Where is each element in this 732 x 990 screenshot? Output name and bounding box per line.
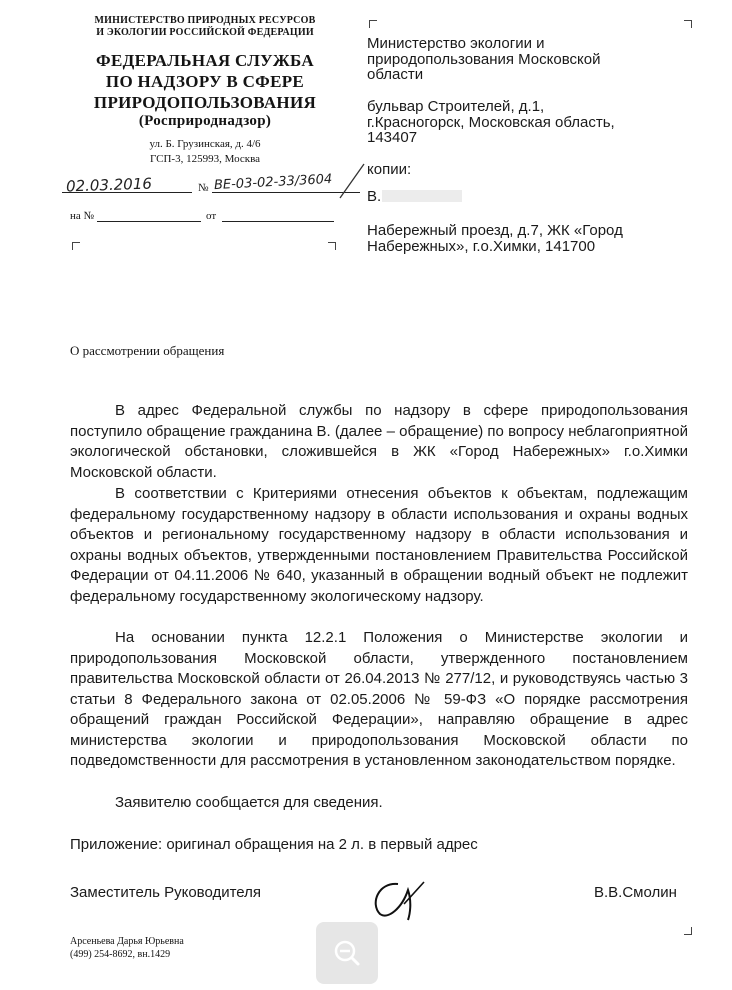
corner-mark-recipient-right — [684, 20, 692, 28]
corner-mark-top-left — [72, 242, 80, 250]
reply-number-label: на № — [70, 210, 95, 222]
copy-recipient-name: В. — [367, 188, 382, 205]
zoom-out-button[interactable] — [316, 922, 378, 984]
executor-phone: (499) 254-8692, вн.1429 — [70, 949, 171, 960]
sender-address-line-1: ул. Б. Грузинская, д. 4/6 — [149, 138, 261, 150]
agency-name-line-1: ФЕДЕРАЛЬНАЯ СЛУЖБА — [96, 51, 314, 70]
registration-stamp-stroke — [338, 160, 368, 200]
body-paragraph-2: В соответствии с Критериями отнесения объектов к объектам, подлежащим федеральному государственному надзору в области использования и охраны водных объектов и региональному государственному надзору в области использования и охраны водных объектов, утвержденными постановлением Правительства Российской Федерации от 04.11.2006 № 640, указанный в обращении водный объект не подлежит федеральному государственному экологическому надзору. — [70, 485, 688, 605]
recipient-address-line-2: г.Красногорск, Московская область, — [367, 114, 615, 131]
registration-number: ВЕ-03-02-33/3604 — [213, 171, 333, 194]
reply-number-line — [97, 221, 201, 222]
letter-subject: О рассмотрении обращения — [70, 343, 225, 358]
recipient-name-line-3: области — [367, 66, 424, 83]
recipient-address-line-1: бульвар Строителей, д.1, — [367, 98, 545, 115]
registration-number-label: № — [198, 182, 209, 194]
agency-short-name: (Росприроднадзор) — [138, 113, 272, 129]
attachment-note: Приложение: оригинал обращения на 2 л. в первый адрес — [70, 836, 478, 853]
redacted-name-block — [382, 190, 462, 202]
registration-date: 02.03.2016 — [65, 174, 153, 196]
agency-name-line-3: ПРИРОДОПОЛЬЗОВАНИЯ — [93, 93, 317, 112]
executor-name: Арсеньева Дарья Юрьевна — [70, 936, 184, 947]
reply-from-line — [222, 221, 334, 222]
agency-name-line-2: ПО НАДЗОРУ В СФЕРЕ — [105, 72, 305, 91]
copy-address-line-1: Набережный проезд, д.7, ЖК «Город — [367, 222, 623, 239]
recipient-address-line-3: 143407 — [367, 129, 418, 146]
corner-mark-bottom-right — [684, 927, 692, 935]
recipient-name-line-2: природопользования Московской — [367, 51, 601, 68]
ministry-name-line-1: МИНИСТЕРСТВО ПРИРОДНЫХ РЕСУРСОВ — [94, 15, 316, 26]
sender-address-line-2: ГСП-3, 125993, Москва — [149, 153, 261, 165]
signer-name: В.В.Смолин — [594, 884, 677, 901]
corner-mark-top-right — [328, 242, 336, 250]
recipient-name-line-1: Министерство экологии и — [367, 35, 545, 52]
reply-from-label: от — [206, 210, 217, 222]
body-paragraph-4: Заявителю сообщается для сведения. — [115, 794, 383, 811]
copy-address-line-2: Набережных», г.о.Химки, 141700 — [367, 238, 596, 255]
signer-position: Заместитель Руководителя — [70, 884, 262, 901]
copies-label: копии: — [367, 161, 412, 178]
body-paragraph-3: На основании пункта 12.2.1 Положения о Министерстве экологии и природопользования Московской области, утвержденного постановлением правительства Московской области от 26.04.2013 № 277/12, и руководствуясь частью 3 статьи 8 Федерального закона от 02.05.2006 № 59-ФЗ «О порядке рассмотрения обращений граждан Российской Федерации», направляю обращение в адрес министерства экологии и природопользования Московской области по подведомственности для рассмотрения в установленном законодательством порядке. — [70, 629, 688, 769]
handwritten-signature — [368, 874, 428, 924]
body-paragraph-1: В адрес Федеральной службы по надзору в сфере природопользования поступило обращение гражданина В. (далее – обращение) по вопросу неблагоприятной экологической обстановки, сложившейся в ЖК «Город Набережных» г.о.Химки Московской области. — [70, 402, 688, 481]
ministry-name-line-2: И ЭКОЛОГИИ РОССИЙСКОЙ ФЕДЕРАЦИИ — [96, 27, 314, 38]
zoom-out-icon — [316, 922, 378, 984]
corner-mark-recipient-left — [369, 20, 377, 28]
